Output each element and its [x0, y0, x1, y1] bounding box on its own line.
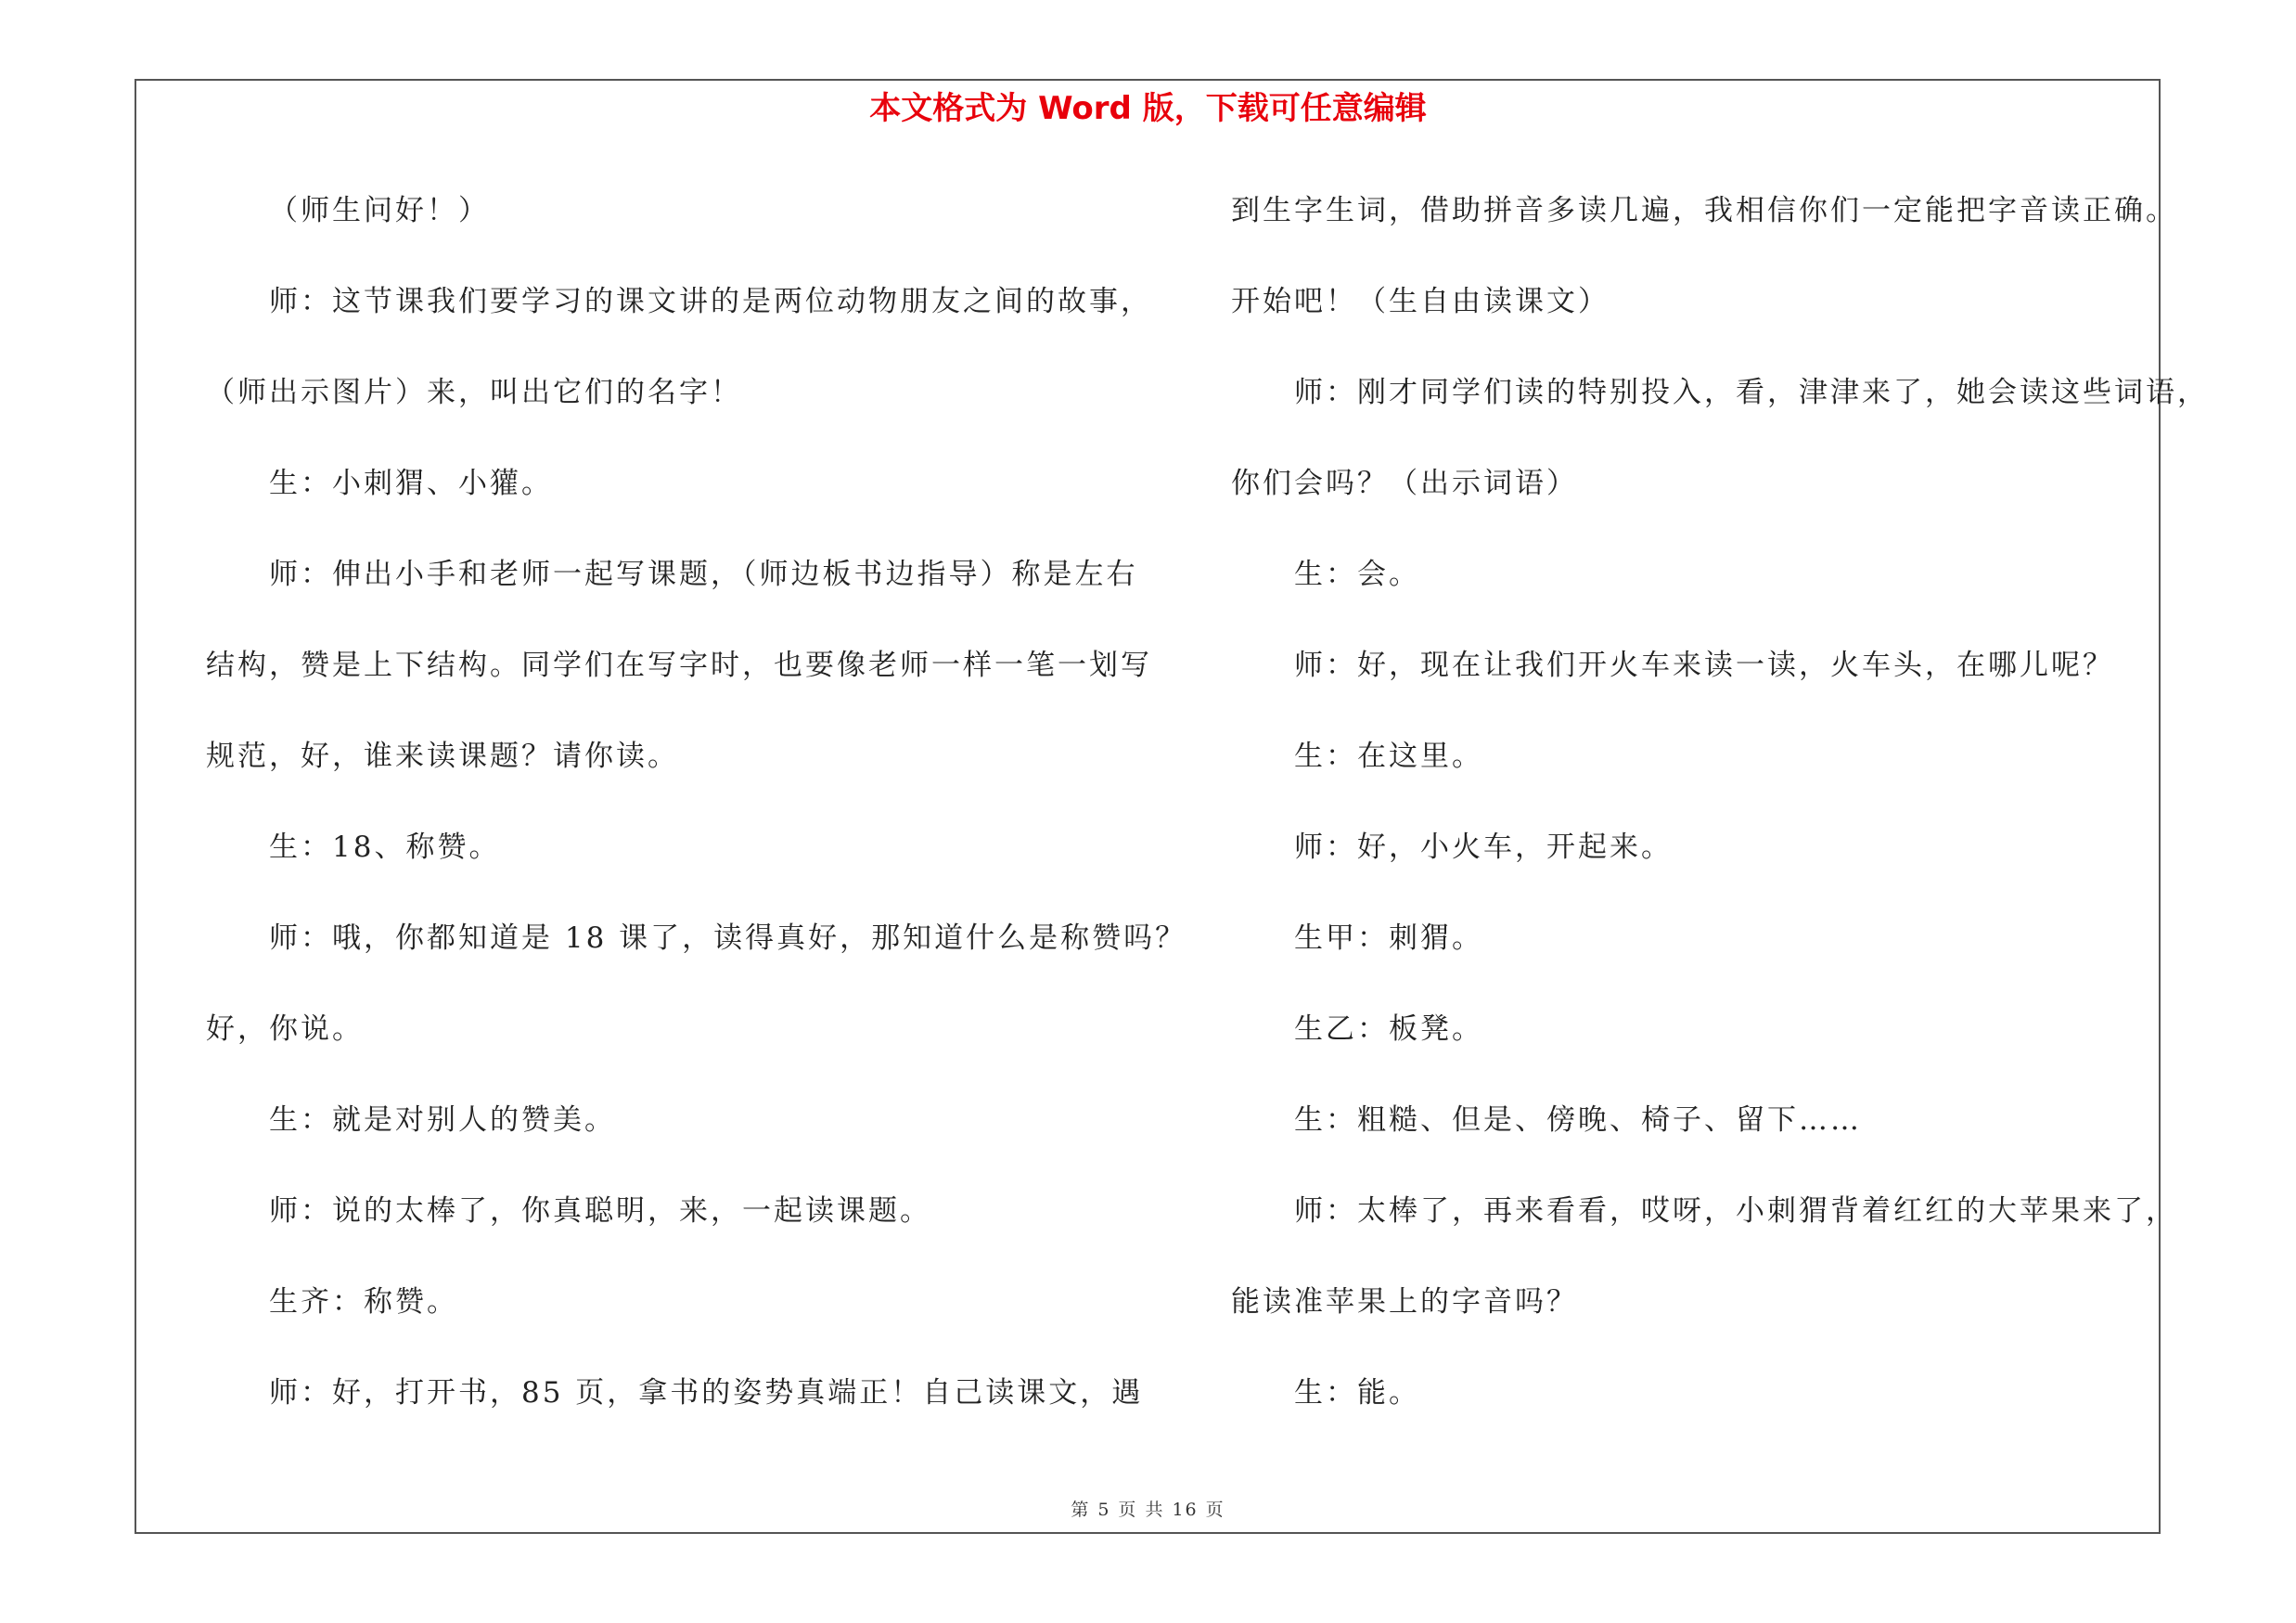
text-line: 好，你说。 — [206, 1012, 364, 1046]
text-line: （师出示图片）来，叫出它们的名字！ — [206, 376, 742, 409]
text-line: 生：小刺猬、小獾。 — [269, 467, 553, 500]
text-line: 到生字生词，借助拼音多读几遍，我相信你们一定能把字音读正确。 — [1231, 194, 2177, 227]
text-line: 师：哦，你都知道是 18 课了，读得真好，那知道什么是称赞吗？ — [269, 921, 1187, 955]
text-line: 生：粗糙、但是、傍晚、椅子、留下…… — [1294, 1103, 1862, 1137]
text-line: 你们会吗？（出示词语） — [1231, 467, 1578, 500]
text-line: 生：在这里。 — [1294, 740, 1483, 773]
text-line: 能读准苹果上的字音吗？ — [1231, 1285, 1578, 1319]
text-line: 师：好，打开书，85 页，拿书的姿势真端正！自己读课文，遇 — [269, 1376, 1144, 1410]
footer-middle: 页 共 — [1118, 1500, 1165, 1520]
text-line: 生：就是对别人的赞美。 — [269, 1103, 616, 1137]
text-line: 师：好，小火车，开起来。 — [1294, 831, 1673, 864]
text-line: 规范，好，谁来读课题？请你读。 — [206, 740, 679, 773]
text-line: 生齐：称赞。 — [269, 1285, 458, 1319]
format-banner: 本文格式为 Word 版，下载可任意编辑 — [869, 90, 1427, 127]
footer-prefix: 第 — [1071, 1500, 1091, 1520]
right-column — [1231, 184, 2209, 1457]
footer-total-pages: 16 — [1172, 1500, 1199, 1520]
text-line: 生：会。 — [1294, 558, 1420, 591]
text-line: 生甲：刺猬。 — [1294, 921, 1483, 955]
text-line: 生：能。 — [1294, 1376, 1420, 1410]
text-line: （师生问好！） — [269, 194, 490, 227]
page-footer — [0, 1496, 2296, 1521]
text-line: 师：说的太棒了，你真聪明，来，一起读课题。 — [269, 1194, 931, 1228]
text-line: 结构，赞是上下结构。同学们在写字时，也要像老师一样一笔一划写 — [206, 649, 1152, 682]
text-line: 师：伸出小手和老师一起写课题，（师边板书边指导）称是左右 — [269, 558, 1138, 591]
text-line: 师：这节课我们要学习的课文讲的是两位动物朋友之间的故事， — [269, 285, 1152, 318]
text-line: 开始吧！（生自由读课文） — [1231, 285, 1610, 318]
text-line: 生乙：板凳。 — [1294, 1012, 1483, 1046]
footer-suffix: 页 — [1205, 1500, 1225, 1520]
text-line: 师：好，现在让我们开火车来读一读，火车头，在哪儿呢？ — [1294, 649, 2114, 682]
footer-page-number: 5 — [1097, 1500, 1111, 1520]
text-line: 生：18、称赞。 — [269, 831, 501, 864]
text-line: 师：刚才同学们读的特别投入，看，津津来了，她会读这些词语， — [1294, 376, 2209, 409]
text-line: 师：太棒了，再来看看，哎呀，小刺猬背着红红的大苹果来了， — [1294, 1194, 2177, 1228]
left-column — [206, 184, 1187, 1457]
